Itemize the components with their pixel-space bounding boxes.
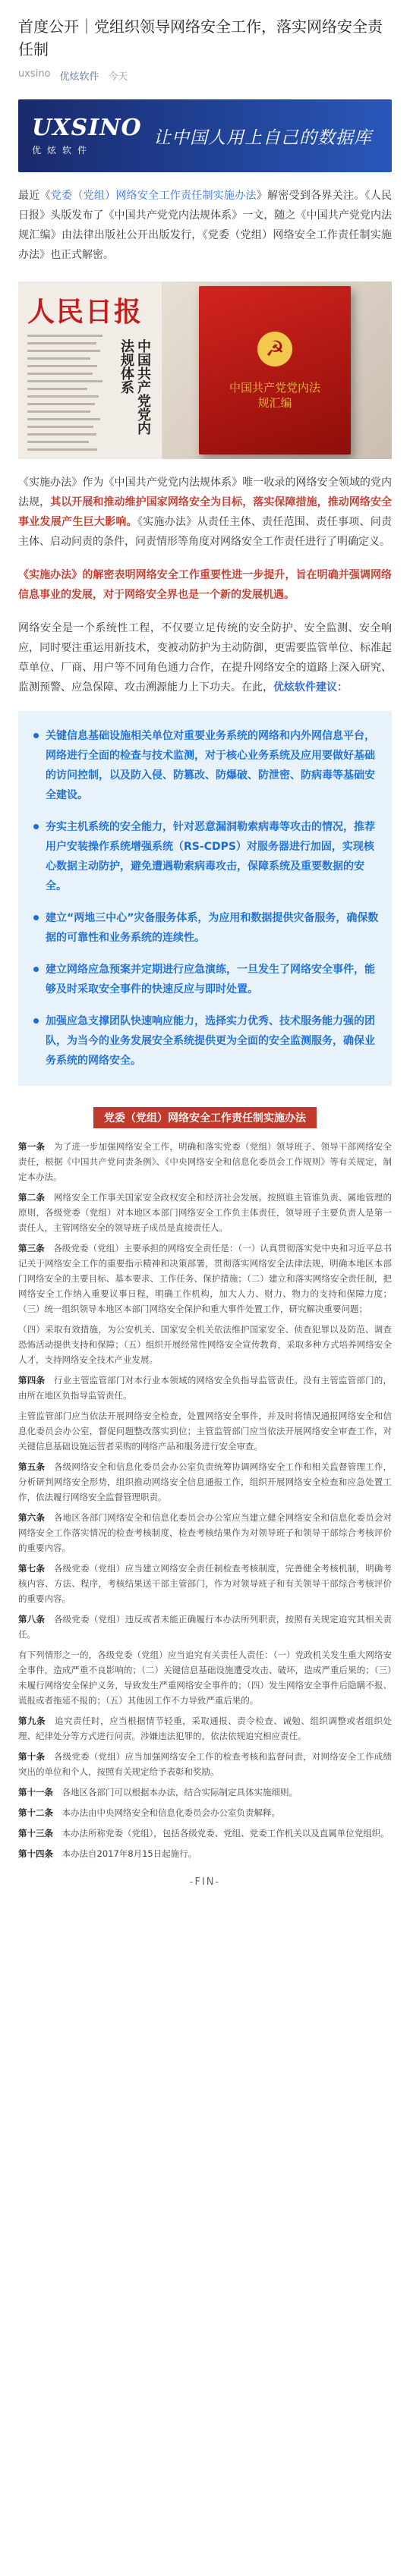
clause-text: 各级网络安全和信息化委员会办公室负责统筹协调网络安全工作和相关监督管理工作，分析研判网络安全形势，组织推动网络安全信息通报工作，组织开展网络安全检查和应急处置工作，依法履行网络安全监督管理职责。 [18,1461,393,1502]
clause-text: 为了进一步加强网络安全工作，明确和落实党委（党组）领导班子、领导干部网络安全责任，根据《中国共产党问责条例》、《中央网络安全和信息化委员会工作规则》等有关规定，制定本办法。 [18,1141,393,1182]
document-heading: 党委（党组）网络安全工作责任制实施办法 [93,1107,317,1128]
brand-banner [18,99,392,172]
clause-text: （四）采取有效措施，为公安机关、国家安全机关依法维护国家安全、侦查犯罪以及防范、调查恐怖活动提供支持和保障；（五）组织开展经常性网络安全宣传教育，采取多种方式培养网络安全人才，支持网络安全技术产业发展。 [18,1324,392,1365]
clause-number: 第九条 [18,1716,46,1726]
recommendation-item: 加强应急支撑团队快速响应能力，选择实力优秀、技术服务能力强的团队，为当今的业务发展安全系统提供更为全面的安全监测服务，确保业务系统的网络安全。 [33,1011,381,1071]
clause-text: 各地区各部门网络安全和信息化委员会办公室应当建立健全网络安全和信息化委员会对网络安全工作落实情况的检查考核制度，检查考核结果作为对领导班子和领导干部综合考核评价的重要内容。 [18,1512,393,1553]
clause-number: 第十三条 [18,1828,53,1838]
clause-text: 各级党委（党组）应当建立网络安全责任制检查考核制度，完善健全考核机制，明确考核内容、方法、程序，考核结果送干部主管部门，作为对领导班子和有关领导干部综合考核评价的重要内容。 [18,1563,393,1604]
article-clause [18,1190,392,1235]
author-link[interactable]: 优炫软件 [59,71,99,83]
recommendation-item: 建立“两地三中心”灾备服务体系，为应用和数据提供灾备服务，确保数据的可靠性和业务系统的连续性。 [33,908,381,948]
clause-number: 第七条 [18,1563,46,1574]
article-clause [18,1785,392,1800]
clause-text: 主管监管部门应当依法开展网络安全检查，处置网络安全事件，并及时将情况通报网络安全和信息化委员会办公室，督促问题整改落实到位；主管监管部门应当依法开展网络安全审查工作，对关键信息基础设施运营者采购的网络产品和服务进行安全审查。 [18,1411,392,1452]
article-clause [18,1373,392,1403]
clause-text: 各级党委（党组）应当加强网络安全工作的检查考核和监督问责，对网络安全工作成绩突出的单位和个人，按照有关规定给予表彰和奖励。 [18,1751,393,1777]
clause-text: 有下列情形之一的，各级党委（党组）应当追究有关责任人责任：（一）党政机关发生重大网络安全事件，造成严重不良影响的；（二）关键信息基础设施遭受攻击、破坏，造成严重后果的；（三）未履行网络安全保护义务，导致发生严重网络安全事件的；（四）发生网络安全事件后隐瞒不报、谎报或者拖延不报的；（五）其他因工作不力导致严重后果的。 [18,1650,392,1706]
clause-text: 各级党委（党组）主要承担的网络安全责任是：（一）认真贯彻落实党中央和习近平总书记关于网络安全工作的重要指示精神和决策部署，贯彻落实网络安全法律法规，明确本地区本部门网络安全的主要目标、基本要求、工作任务、保护措施；（二）建立和落实网络安全责任制，把网络安全工作纳入重要议事日程，明确工作机构，加大人力、财力、物力的支持和保障力度；（三）统一组织领导本地区本部门网络安全保护和重大事件处置工作，研究解决重要问题； [18,1243,392,1314]
clause-number: 第四条 [18,1375,46,1386]
article-clause [18,1561,392,1606]
book-cover [199,286,351,454]
clause-number: 第十四条 [18,1848,53,1859]
book-title: 中国共产党党内法规汇编 [229,381,321,410]
clause-text: 本办法由中央网络安全和信息化委员会办公室负责解释。 [62,1807,280,1818]
article-clause [18,1322,392,1367]
article-title: 首度公开｜党组织领导网络安全工作，落实网络安全责任制 [18,17,383,58]
clause-text: 本办法所称党委（党组），包括各级党委、党组、党委工作机关以及直属单位党组织。 [62,1828,390,1838]
article-clause [18,1241,392,1316]
clause-number: 第十二条 [18,1807,53,1818]
article-clause [18,1510,392,1555]
book-image [162,282,392,459]
logo-chinese: 优炫软件 [32,144,93,156]
clause-number: 第一条 [18,1141,46,1152]
clause-text: 行业主管监管部门对本行业本领域的网络安全负指导监管责任。没有主管监管部门的，由所在地区负指导监管责任。 [18,1375,393,1401]
clause-number: 第五条 [18,1461,46,1472]
body-paragraph-2: 《实施办法》作为《中国共产党党内法规体系》唯一收录的网络安全领域的党内法规，其以开展和推动维护国家网络安全为目标，落实保障措施，推动网络安全事业发展产生巨大影响。《实施办法》从责任主体、责任范围、责任事项、问责主体、启动问责的条件，问责情形等角度对网络安全工作责任进行了明确定义。 [18,477,393,548]
intro-paragraph: 最近《党委（党组）网络安全工作责任制实施办法》解密受到各界关注。《人民日报》头版发布了《中国共产党党内法规体系》一文，随之《中国共产党党内法规汇编》由法律出版社公开出版发行，《党委（党组）网络安全工作责任制实施办法》也正式解密。 [18,190,393,261]
recommendation-item: 夯实主机系统的安全能力，针对恶意漏洞勒索病毒等攻击的情况，推荐用户安装操作系统增强系统（RS-CDPS）对服务器进行加固，实现核心数据主动防护，避免遭遇勒索病毒攻击，保障系统及重要数据的安全。 [33,817,381,896]
recommendation-item: 建立网络应急预案并定期进行应急演练，一旦发生了网络安全事件，能够及时采取安全事件的快速反应与即时处置。 [33,960,381,999]
clause-text: 网络安全工作事关国家安全政权安全和经济社会发展。按照谁主管谁负责、属地管理的原则，各级党委（党组）对本地区本部门网络安全工作负主体责任，领导班子主要负责人是第一责任人，主管网络安全的领导班子成员是直接责任人。 [18,1192,393,1233]
clause-text: 追究责任时，应当根据情节轻重，采取通报、责令检查、诫勉、组织调整或者组织处理、纪律处分等方式进行问责。涉嫌违法犯罪的，依法依规追究相应责任。 [18,1716,393,1741]
clause-text: 本办法自2017年8月15日起施行。 [62,1848,197,1859]
bullet-icon [33,1018,39,1024]
brand-logo [32,114,142,156]
banner-slogan: 让中国人用上自己的数据库 [153,127,372,148]
body-paragraph-4: 网络安全是一个系统性工程，不仅要立足传统的安全防护、安全监测、安全响应，同时要注重运用新技术，变被动防护为主动防御，更需要监管单位、标准起草单位、厂商、用户等不同角色通力合作，在提升网络安全的道路上深入研究、监测预警、应急保障、攻击溯源能力上下功夫。在此，优炫软件建议： [18,622,392,694]
policy-link[interactable]: 党委（党组）网络安全工作责任制实施办法 [50,190,257,202]
bullet-icon [33,733,39,738]
policy-document [18,1107,392,1861]
party-emblem-icon: ☭ [257,332,292,366]
article-clause [18,1826,392,1841]
newspaper-image [18,282,162,459]
article-clause [18,1846,392,1861]
bullet-icon [33,824,39,829]
article-clause [18,1647,392,1708]
article-clause [18,1805,392,1820]
clause-number: 第十条 [18,1751,46,1762]
logo-english: UXSINO [32,114,142,141]
recommendation-item: 关键信息基础设施相关单位对重要业务系统的网络和内外网信息平台，网络进行全面的检查与技术监测，对于核心业务系统及应用要做好基础的访问控制，以及防入侵、防篡改、防爆破、防泄密、防病毒等基础安全建设。 [33,726,381,805]
article-clause [18,1408,392,1454]
article-clause [18,1749,392,1779]
clause-text: 各地区各部门可以根据本办法，结合实际制定具体实施细则。 [62,1787,298,1798]
publish-time: 今天 [108,71,128,83]
article-photo [18,282,392,459]
clause-number: 第八条 [18,1614,46,1625]
body-paragraph-3: 《实施办法》的解密表明网络安全工作重要性进一步提升，旨在明确并强调网络信息事业的发展，对于网络安全界也是一个新的发展机遇。 [18,569,393,601]
article-clause [18,1459,392,1505]
end-marker: -FIN- [189,1876,221,1888]
clause-number: 第二条 [18,1192,46,1203]
article-meta [18,68,392,83]
article-clause [18,1713,392,1744]
bullet-icon [33,967,39,972]
newspaper-headline: 中国共产党党内法规体系 [118,339,151,435]
article-clause [18,1139,392,1184]
bullet-icon [33,915,39,920]
clause-number: 第六条 [18,1512,46,1523]
clause-text: 各级党委（党组）违反或者未能正确履行本办法所列职责，按照有关规定追究其相关责任。 [18,1614,393,1640]
article-clause [18,1612,392,1642]
document-body [18,1139,392,1861]
account-name: uxsino [18,68,51,80]
clause-number: 第十一条 [18,1787,53,1798]
newspaper-masthead: 人民日报 [27,296,144,328]
recommendations-box [18,711,392,1086]
clause-number: 第三条 [18,1243,45,1253]
